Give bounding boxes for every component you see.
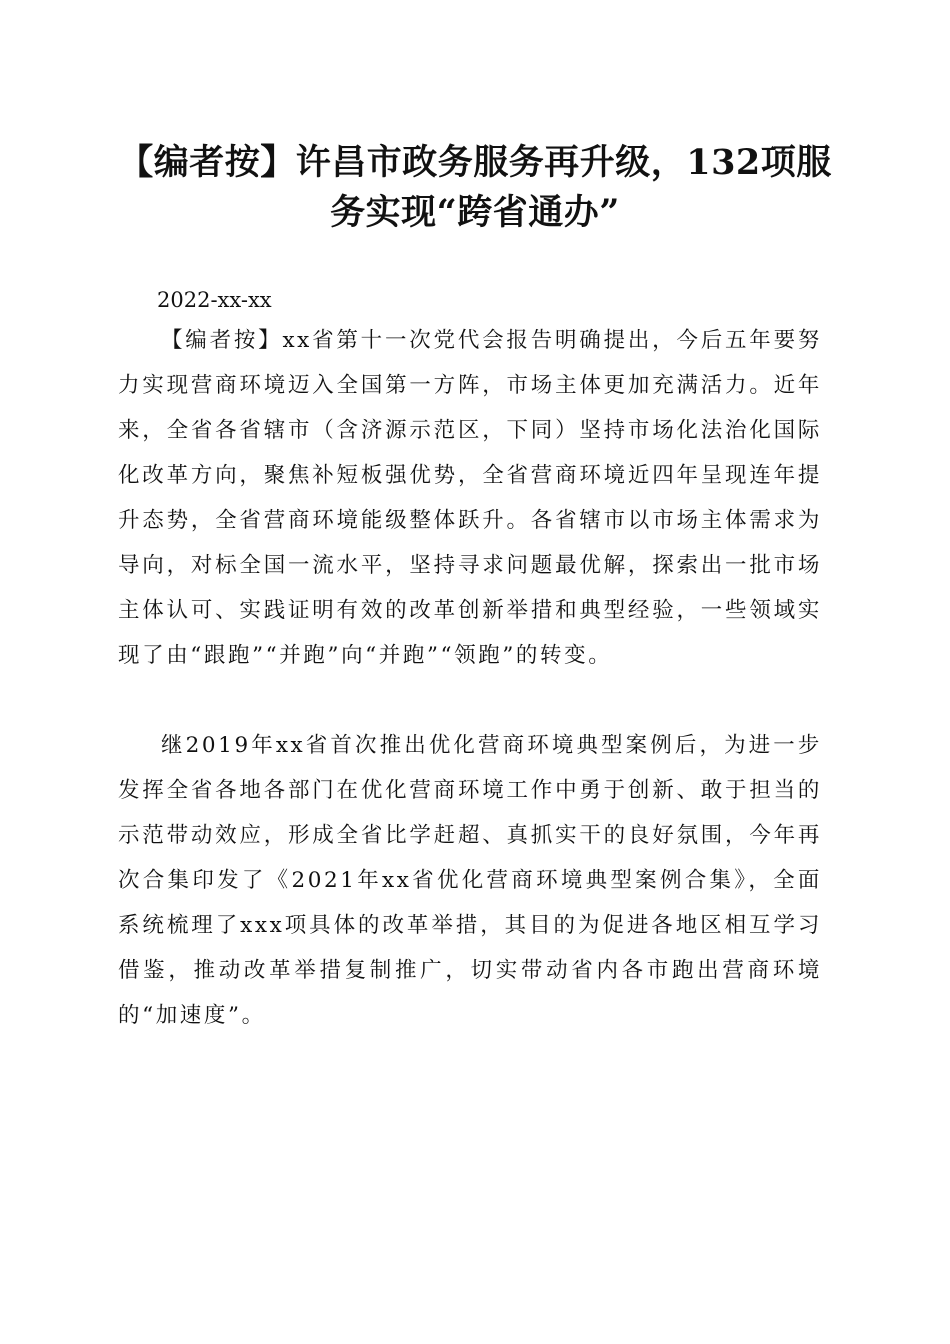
body-paragraph-editor-note: 【编者按】xx省第十一次党代会报告明确提出，今后五年要努力实现营商环境迈入全国第一方阵，市场主体更加充满活力。近年来，全省各省辖市（含济源示范区，下同）坚持市场化法治化国际化改革方向，聚焦补短板强优势，全省营商环境近四年呈现连年提升态势，全省营商环境能级整体跃升。各省辖市以市场主体需求为导向，对标全国一流水平，坚持寻求问题最优解，探索出一批市场主体认可、实践证明有效的改革创新举措和典型经验，一些领域实现了由“跟跑”“并跑”向“并跑”“领跑”的转变。 (118, 328, 822, 668)
body-paragraph-case-collection: 继2019年xx省首次推出优化营商环境典型案例后，为进一步发挥全省各地各部门在优化营商环境工作中勇于创新、敢于担当的示范带动效应，形成全省比学赶超、真抓实干的良好氛围，今年再次合集印发了《2021年xx省优化营商环境典型案例合集》，全面系统梳理了xxx项具体的改革举措，其目的为促进各地区相互学习借鉴，推动改革举措复制推广，切实带动省内各市跑出营商环境的“加速度”。 (118, 733, 822, 1028)
document-date: 2022-xx-xx (157, 288, 272, 312)
document-title: 【编者按】许昌市政务服务再升级，132项服务实现“跨省通办” (118, 142, 832, 233)
